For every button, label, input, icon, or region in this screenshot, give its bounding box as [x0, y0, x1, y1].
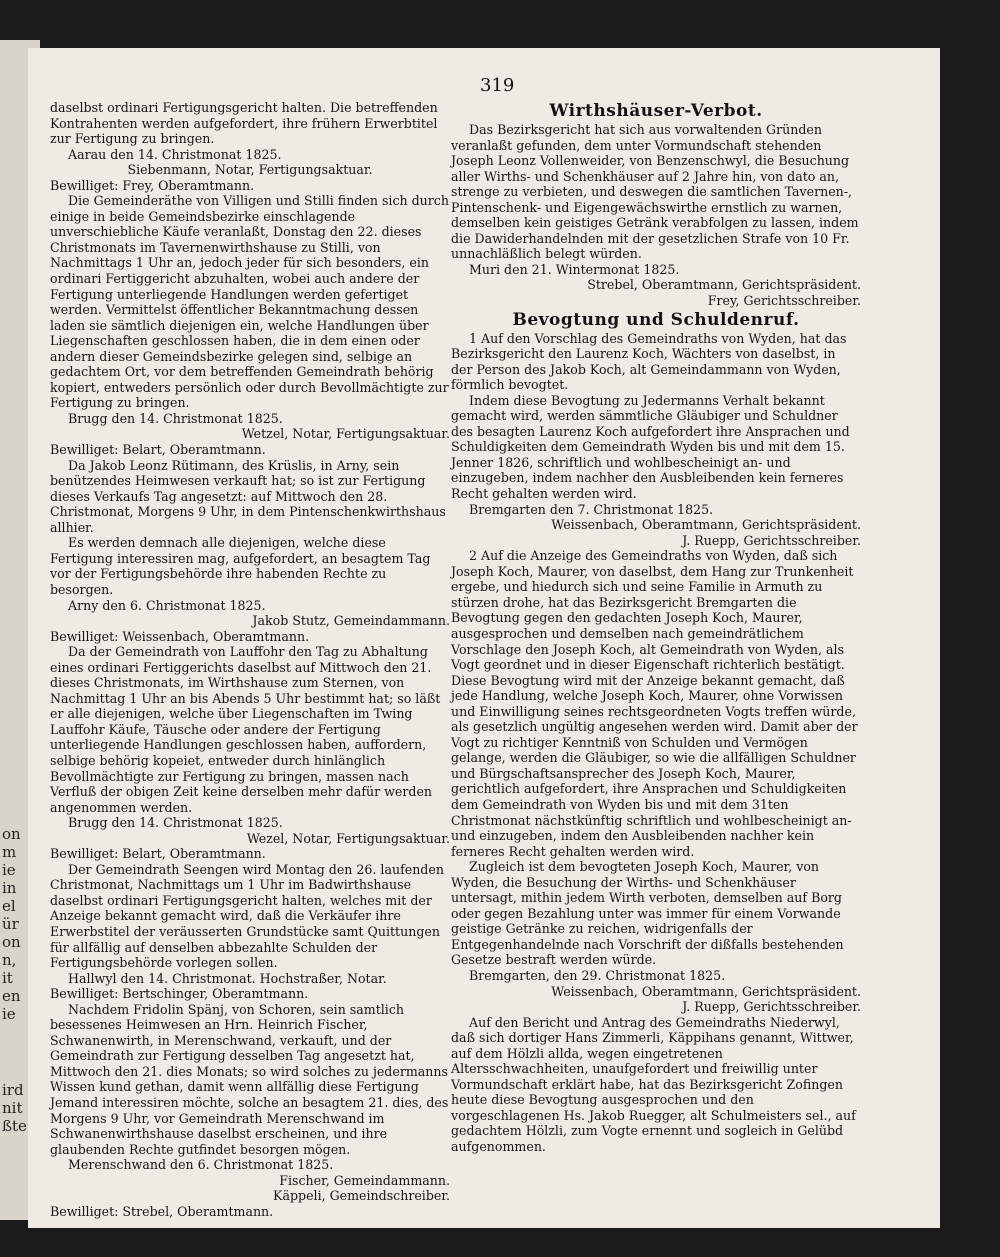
left-paragraph: Aarau den 14. Christmonat 1825.	[68, 146, 282, 162]
previous-page-fragment: it	[2, 969, 13, 987]
previous-page-fragment: ie	[2, 1005, 16, 1023]
right-paragraph: Frey, Gerichtsschreiber.	[707, 293, 861, 309]
previous-page-fragment: m	[2, 843, 17, 861]
left-paragraph: Siebenmann, Notar, Fertigungsaktuar.	[127, 162, 373, 178]
left-paragraph: Merenschwand den 6. Christmonat 1825.	[68, 1157, 334, 1173]
right-paragraph: Strebel, Oberamtmann, Gerichtspräsident.	[587, 277, 861, 293]
left-paragraph: Bewilliget: Weissenbach, Oberamtmann.	[50, 628, 310, 644]
left-paragraph: Arny den 6. Christmonat 1825.	[68, 597, 266, 613]
right-paragraph: Muri den 21. Wintermonat 1825.	[469, 261, 680, 277]
left-paragraph: Käppeli, Gemeindschreiber.	[273, 1188, 450, 1204]
right-paragraph: Bremgarten, den 29. Christmonat 1825.	[469, 967, 726, 983]
left-paragraph: Bewilliget: Frey, Oberamtmann.	[50, 177, 255, 193]
left-paragraph: Da der Gemeindrath von Lauffohr den Tag zu Abhaltung eines ordinari Fertiggerichts daselbst auf Mittwoch den 21. dieses Christmonats, im Wirthshause zum Sternen, von Nachmittag 1 Uhr an bis Abends 5 Uhr bestimmt hat; so läßt er alle diejenigen, welche über Liegenschaften im Twing Lauffohr Käufe, Täusche oder andere der Fertigung unterliegende Handlungen geschlossen haben, auffordern, selbige behörig kopeiet, entweder durch hinlänglich Bevollmächtigte zur Fertigung zu bringen, massen nach Verfluß der obigen Zeit keine derselben mehr dafür werden angenommen werden.	[50, 644, 441, 815]
left-paragraph: Brugg den 14. Christmonat 1825.	[68, 410, 283, 426]
right-paragraph: Weissenbach, Oberamtmann, Gerichtspräsident.	[551, 983, 861, 999]
left-paragraph: Die Gemeinderäthe von Villigen und Stilli finden sich durch einige in beide Gemeindsbezirke einschlagende unverschiebliche Käufe veranlaßt, Donstag den 22. dieses Christmonats im Tavernenwirthshause zu Stilli, von Nachmittags 1 Uhr an, jedoch jeder für sich besonders, ein ordinari Fertiggericht abzuhalten, wobei auch andere der Fertigung unterliegende Handlungen werden gefertiget werden. Vermittelst öffentlicher Bekanntmachung dessen laden sie sämtlich diejenigen ein, welche Handlungen über Liegenschaften geschlossen haben, die in dem einen oder andern dieser Gemeindsbezirke gelegen sind, selbige an gedachtem Ort, vor dem betreffenden Gemeindrath behörig kopiert, entweders persönlich oder durch Bevollmächtigte zur Fertigung zu bringen.	[50, 193, 449, 411]
right-paragraph: 1 Auf den Vorschlag des Gemeindraths von Wyden, hat das Bezirksgericht den Laurenz Koch, Wächters von daselbst, in der Person des Jakob Koch, alt Gemeindammann von Wyden, förmlich bevogtet.	[451, 330, 847, 393]
newspaper-page	[28, 48, 940, 1228]
left-paragraph: Da Jakob Leonz Rütimann, des Krüslis, in Arny, sein benützendes Heimwesen verkauft hat; so ist zur Fertigung dieses Verkaufs Tag angesetzt: auf Mittwoch den 28. Christmonat, Morgens 9 Uhr, in dem Pintenschenkwirthshaus allhier.	[50, 457, 446, 535]
right-paragraph: Zugleich ist dem bevogteten Joseph Koch, Maurer, von Wyden, die Besuchung der Wirths- und Schenkhäuser untersagt, mithin jedem Wirth verboten, demselben auf Borg oder gegen Bezahlung unter was immer für einem Vorwande geistige Getränke zu reichen, widrigenfalls der Entgegenhandelnde nach Vorschrift der dißfalls bestehenden Gesetze bestraft werden würde.	[451, 859, 844, 968]
left-column	[50, 100, 450, 1219]
left-paragraph: daselbst ordinari Fertigungsgericht halten. Die betreffenden Kontrahenten werden aufgefordert, ihre frühern Erwerbtitel zur Fertigung zu bringen.	[50, 100, 438, 147]
left-paragraph: Der Gemeindrath Seengen wird Montag den 26. laufenden Christmonat, Nachmittags um 1 Uhr im Badwirthshause daselbst ordinari Fertigungsgericht halten, welches mit der Anzeige bekannt gemacht wird, daß die Verkäufer ihre Erwerbstitel der veräusserten Grundstücke samt Quittungen für allfällig auf denselben abbezahlte Schulden der Fertigungsbehörde vorlegen sollen.	[50, 861, 444, 971]
previous-page-fragment: el	[2, 897, 16, 915]
left-paragraph: Jakob Stutz, Gemeindammann.	[252, 613, 450, 629]
left-paragraph: Bewilliget: Strebel, Oberamtmann.	[50, 1203, 274, 1219]
previous-page-fragment: en	[2, 987, 21, 1005]
previous-page-fragment: ßte	[2, 1117, 27, 1135]
left-paragraph: Bewilliget: Belart, Oberamtmann.	[50, 846, 266, 862]
right-paragraph: J. Ruepp, Gerichtsschreiber.	[682, 532, 861, 548]
left-paragraph: Wezel, Notar, Fertigungsaktuar.	[246, 830, 450, 846]
left-paragraph: Nachdem Fridolin Spänj, von Schoren, sein samtlich besessenes Heimwesen an Hrn. Heinrich Fischer, Schwanenwirth, in Merenschwand, verkauft, und der Gemeindrath zur Fertigung desselben Tag angesetzt hat, Mittwoch den 21. dies Monats; so wird solches zu jedermanns Wissen kund gethan, damit wenn allfällig diese Fertigung Jemand interessiren möchte, solche an besagtem 21. dies, des Morgens 9 Uhr, vor Gemeindrath Merenschwand im Schwanenwirthshause daselbst erscheinen, und ihre glaubenden Rechte gutfindet besorgen mögen.	[50, 1001, 449, 1157]
previous-page-fragment: ird	[2, 1081, 24, 1099]
section-heading: Bevogtung und Schuldenruf.	[512, 309, 800, 330]
left-paragraph: Wetzel, Notar, Fertigungsaktuar.	[241, 426, 450, 442]
right-paragraph: Weissenbach, Oberamtmann, Gerichtspräsident.	[551, 517, 861, 533]
right-paragraph: 2 Auf die Anzeige des Gemeindraths von Wyden, daß sich Joseph Koch, Maurer, von daselbst, dem Hang zur Trunkenheit ergebe, und hiedurch sich und seine Familie in Armuth zu stürzen drohe, hat das Bezirksgericht Bremgarten die Bevogtung gegen den gedachten Joseph Koch, Maurer, ausgesprochen und demselben nach gemeindrätlichem Vorschlage den Joseph Koch, alt Gemeindrath von Wyden, als Vogt geordnet und in dieser Eigenschaft richterlich bestätigt. Diese Bevogtung wird mit der Anzeige bekannt gemacht, daß jede Handlung, welche Joseph Koch, Maurer, ohne Vorwissen und Einwilligung seines rechtsgeordneten Vogts treffen würde, als gesetzlich ungültig angesehen werden wird. Damit aber der Vogt zu richtiger Kenntniß von Schulden und Vermögen gelange, werden die Gläubiger, so wie die allfälligen Schuldner und Bürgschaftsansprecher des Joseph Koch, Maurer, gerichtlich aufgefordert, ihre Ansprachen und Schuldigkeiten dem Gemeindrath von Wyden bis und mit dem 31ten Christmonat nächstkünftig schriftlich und wohlbescheinigt an- und einzugeben, indem den Ausbleibenden nachher kein ferneres Recht gehalten werden wird.	[451, 548, 858, 859]
right-paragraph: Indem diese Bevogtung zu Jedermanns Verhalt bekannt gemacht wird, werden sämmtliche Gläubiger und Schuldner des besagten Laurenz Koch aufgefordert ihre Ansprachen und Schuldigkeiten dem Gemeindrath Wyden bis und mit dem 15. Jenner 1826, schriftlich und wohlbescheinigt an- und einzugeben, indem nachher den Ausbleibenden kein ferneres Recht gehalten werden wird.	[451, 392, 850, 502]
previous-page-fragment: on	[2, 933, 21, 951]
right-column	[451, 100, 861, 1155]
section-heading: Wirthshäuser-Verbot.	[549, 101, 763, 121]
previous-page-fragment: in	[2, 879, 17, 897]
right-paragraph: Bremgarten den 7. Christmonat 1825.	[469, 501, 714, 517]
previous-page-fragment: n,	[2, 951, 17, 969]
left-paragraph: Hallwyl den 14. Christmonat. Hochstraßer, Notar.	[68, 970, 387, 986]
previous-page-fragment: on	[2, 825, 21, 843]
left-paragraph: Brugg den 14. Christmonat 1825.	[68, 815, 283, 831]
right-paragraph: Das Bezirksgericht hat sich aus vorwaltenden Gründen veranlaßt gefunden, dem unter Vormundschaft stehenden Joseph Leonz Vollenweider, von Benzenschwyl, die Besuchung aller Wirths- und Schenkhäuser auf 2 Jahre hin, von dato an, strenge zu verbieten, und deswegen die samtlichen Tavernen-, Pintenschenk- und Eigengewächswirthe ernstlich zu warnen, demselben kein geistiges Getränk verabfolgen zu lassen, indem die Dawiderhandelnden mit der gesetzlichen Strafe von 10 Fr. unnachläßlich belegt würden.	[451, 122, 859, 262]
page-number: 319	[480, 75, 515, 96]
left-paragraph: Bewilliget: Bertschinger, Oberamtmann.	[50, 986, 309, 1002]
left-paragraph: Es werden demnach alle diejenigen, welche diese Fertigung interessiren mag, aufgefordert, an besagtem Tag vor der Fertigungsbehörde ihre habenden Rechte zu besorgen.	[50, 535, 431, 597]
previous-page-fragment: nit	[2, 1099, 23, 1117]
right-paragraph: J. Ruepp, Gerichtsschreiber.	[682, 999, 861, 1015]
left-paragraph: Bewilliget: Belart, Oberamtmann.	[50, 442, 266, 458]
previous-page-fragment: ie	[2, 861, 16, 879]
left-paragraph: Fischer, Gemeindammann.	[279, 1172, 450, 1188]
right-paragraph: Auf den Bericht und Antrag des Gemeindraths Niederwyl, daß sich dortiger Hans Zimmerli, Käppihans genannt, Wittwer, auf dem Hölzli allda, wegen eingetretenen Altersschwachheiten, unaufgefordert und freiwillig unter Vormundschaft erklärt habe, hat das Bezirksgericht Zofingen heute diese Bevogtung ausgesprochen und den vorgeschlagenen Hs. Jakob Ruegger, alt Schulmeisters sel., auf gedachtem Hölzli, zum Vogte ernennt und sogleich in Gelübd aufgenommen.	[451, 1014, 856, 1154]
previous-page-fragment: ür	[2, 915, 19, 933]
